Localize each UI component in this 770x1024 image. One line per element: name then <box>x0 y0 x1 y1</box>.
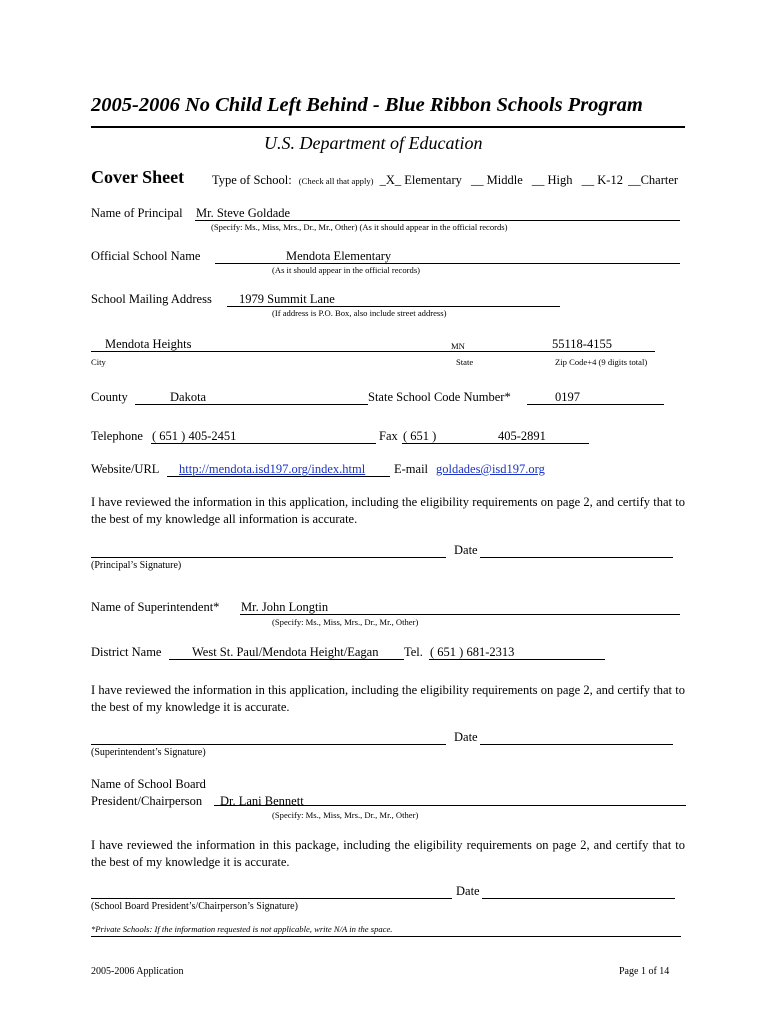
principal-date-line[interactable] <box>480 557 673 558</box>
department-name: U.S. Department of Education <box>264 133 483 153</box>
principal-signature-line[interactable] <box>91 557 446 558</box>
mailing-hint: (If address is P.O. Box, also include street address) <box>272 308 447 318</box>
board-date-line[interactable] <box>482 898 675 899</box>
type-k12[interactable]: __ K-12 <box>581 173 623 187</box>
type-high[interactable]: __ High <box>531 173 573 187</box>
principal-signature-caption: (Principal’s Signature) <box>91 560 182 571</box>
type-elementary[interactable]: _X_ Elementary <box>379 173 462 187</box>
mailing-label: School Mailing Address <box>91 292 212 306</box>
superintendent-label: Name of Superintendent* <box>91 600 220 614</box>
school-type-hint: (Check all that apply) <box>298 176 374 186</box>
footer-page-number: Page 1 of 14 <box>619 966 670 977</box>
document-title: 2005-2006 No Child Left Behind - Blue Ribbon Schools Program <box>91 94 643 116</box>
email-link[interactable]: goldades@isd197.org <box>436 462 545 476</box>
type-middle[interactable]: __ Middle <box>471 173 523 187</box>
school-code-value[interactable]: 0197 <box>555 390 580 404</box>
fax-label: Fax <box>379 429 398 443</box>
principal-hint: (Specify: Ms., Miss, Mrs., Dr., Mr., Other) (As it should appear in the official records) <box>211 222 508 232</box>
board-signature-line[interactable] <box>91 898 452 899</box>
district-tel-value[interactable]: ( 651 ) 681-2313 <box>430 645 515 659</box>
certification-principal: I have reviewed the information in this application, including the eligibility requirements on page 2, and certify that to the best of my knowledge all information is accurate. <box>91 495 685 526</box>
mailing-value[interactable]: 1979 Summit Lane <box>239 292 335 306</box>
superintendent-hint: (Specify: Ms., Miss, Mrs., Dr., Mr., Other) <box>272 617 419 627</box>
superintendent-date-line[interactable] <box>480 744 673 745</box>
county-label: County <box>91 390 128 404</box>
board-hint: (Specify: Ms., Miss, Mrs., Dr., Mr., Other) <box>272 810 419 820</box>
fax-value[interactable]: 405-2891 <box>498 429 546 443</box>
school-code-label: State School Code Number* <box>368 390 511 404</box>
zip-label: Zip Code+4 (9 digits total) <box>555 357 648 367</box>
footer-left: 2005-2006 Application <box>91 966 184 977</box>
principal-label: Name of Principal <box>91 206 183 220</box>
school-name-hint: (As it should appear in the official records) <box>272 265 421 275</box>
email-label: E-mail <box>394 462 429 476</box>
school-name-value[interactable]: Mendota Elementary <box>286 249 392 263</box>
district-tel-label: Tel. <box>404 645 423 659</box>
superintendent-signature-line[interactable] <box>91 744 446 745</box>
school-code-line <box>527 404 664 405</box>
board-date-label: Date <box>456 884 480 898</box>
footnote-rule <box>91 936 681 937</box>
district-value[interactable]: West St. Paul/Mendota Height/Eagan <box>192 645 379 659</box>
superintendent-value[interactable]: Mr. John Longtin <box>241 600 329 614</box>
title-rule <box>91 126 685 128</box>
city-label: City <box>91 357 106 367</box>
principal-value[interactable]: Mr. Steve Goldade <box>196 206 291 220</box>
district-label: District Name <box>91 645 162 659</box>
telephone-label: Telephone <box>91 429 143 443</box>
certification-board: I have reviewed the information in this package, including the eligibility requirements on page 2, and certify that to the best of my knowledge it is accurate. <box>91 838 685 869</box>
type-charter[interactable]: __Charter <box>628 173 679 187</box>
board-label-line1: Name of School Board <box>91 777 206 791</box>
board-signature-caption: (School Board President’s/Chairperson’s Signature) <box>91 901 298 912</box>
website-label: Website/URL <box>91 462 160 476</box>
city-value[interactable]: Mendota Heights <box>105 337 192 351</box>
certification-superintendent: I have reviewed the information in this application, including the eligibility requirements on page 2, and certify that to the best of my knowledge it is accurate. <box>91 683 685 714</box>
school-type-label: Type of School: <box>212 173 292 187</box>
superintendent-signature-caption: (Superintendent’s Signature) <box>91 747 206 758</box>
fax-area[interactable]: ( 651 ) <box>403 429 437 443</box>
state-value[interactable]: MN <box>451 341 465 351</box>
superintendent-date-label: Date <box>454 730 478 744</box>
footnote: *Private Schools: If the information requested is not applicable, write N/A in the space. <box>91 924 393 934</box>
website-link[interactable]: http://mendota.isd197.org/index.html <box>179 462 366 476</box>
board-value[interactable]: Dr. Lani Bennett <box>220 794 304 808</box>
cover-sheet-label: Cover Sheet <box>91 167 185 187</box>
board-label-line2: President/Chairperson <box>91 794 203 808</box>
county-value[interactable]: Dakota <box>170 390 207 404</box>
school-name-line <box>215 263 680 264</box>
school-type-row <box>212 173 678 188</box>
zip-value[interactable]: 55118-4155 <box>552 337 612 351</box>
telephone-value[interactable]: ( 651 ) 405-2451 <box>152 429 237 443</box>
state-label: State <box>456 357 474 367</box>
school-name-label: Official School Name <box>91 249 201 263</box>
principal-date-label: Date <box>454 543 478 557</box>
